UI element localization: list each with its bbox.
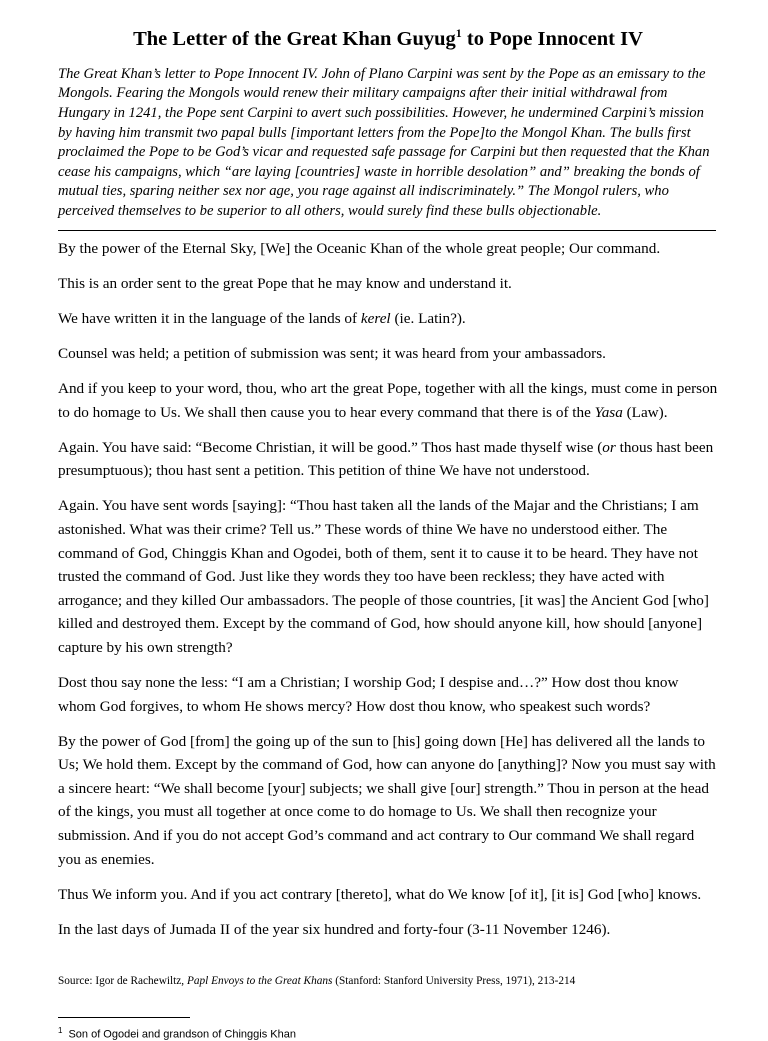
footnote-separator	[58, 1017, 190, 1018]
document-title: The Letter of the Great Khan Guyug$^1$ to Pope Innocent IV	[133, 26, 643, 50]
letter-paragraph: This is an order sent to the great Pope that he may know and understand it.	[58, 274, 512, 292]
letter-paragraph: Dost thou say none the less: “I am a Christian; I worship God; I despise and…?” How dost thou know whom God forgives, to whom He shows mercy? How dost thou know, who speakest such words?	[58, 673, 679, 715]
letter-paragraph: Counsel was held; a petition of submission was sent; it was heard from your ambassadors.	[58, 344, 606, 362]
intro-paragraph: The Great Khan’s letter to Pope Innocent IV. John of Plano Carpini was sent by the Pope as an emissary to the Mongols. Fearing the Mongols would renew their military campaigns after their initial withdrawal from Hungary in 1241, the Pope sent Carpini to avert such possibilities. However, he undermined Carpini’s mission by having him transmit two papal bulls [important letters from the Pope]to the Mongol Khan. The bulls first proclaimed the Pope to be God’s vicar and requested safe passage for Carpini but then requested that the Khan cease his campaigns, which “are laying [countries] waste in horrible desolation” and” breaking the bonds of mutual ties, sparing neither sex nor age, you rage against all indiscriminately.” The Mongol rulers, who perceived themselves to be superior to all others, would surely find these bulls objectionable.	[58, 65, 710, 219]
separator-rule	[58, 230, 716, 231]
letter-paragraph: Thus We inform you. And if you act contrary [thereto], what do We know [of it], [it is] God [who] knows.	[58, 885, 702, 903]
source-citation: Source: Igor de Rachewiltz, Papl Envoys to the Great Khans (Stanford: Stanford University Press, 1971), 213-214	[58, 975, 576, 988]
document-page	[58, 20, 718, 1041]
footnote-ref[interactable]: 1	[455, 26, 462, 40]
letter-paragraph: Again. You have sent words [saying]: “Thou hast taken all the lands of the Majar and the Christians; I am astonished. What was their crime? Tell us.” These words of thine We have no understood either. The command of God, Chinggis Khan and Ogodei, both of them, sent it to cause it to be heard. They have not trusted the command of God. Just like they words they too have been reckless; they have acted with arrogance; and they killed Our ambassadors. The people of those countries, [it was] the Ancient God [who] killed and destroyed them. Except by the command of God, how should anyone kill, how should [anyone] capture by his own strength?	[58, 497, 709, 656]
footnote: $^1$ Son of Ogodei and grandson of Chinggis Khan	[58, 1026, 296, 1041]
letter-paragraph: In the last days of Jumada II of the year six hundred and forty-four (3-11 November 1246).	[58, 920, 611, 938]
letter-paragraph: By the power of God [from] the going up of the sun to [his] going down [He] has delivered all the lands to Us; We hold them. Except by the command of God, how can anyone do [anything]? Now you must say with a sincere heart: “We shall become [your] subjects; we shall give [our] strength.” Thou in person at the head of the kings, you must all together at once come to do homage to Us. We shall then recognize your submission. And if you do not accept God’s command and act contrary to Our command We shall regard you as enemies.	[58, 732, 716, 868]
letter-paragraph: And if you keep to your word, thou, who art the great Pope, together with all the kings, must come in person to do homage to Us. We shall then cause you to hear every command that there is of the Yasa (Law).	[58, 379, 718, 421]
letter-body	[58, 237, 718, 942]
letter-paragraph: We have written it in the language of the lands of kerel (ie. Latin?).	[58, 309, 466, 327]
letter-paragraph: By the power of the Eternal Sky, [We] the Oceanic Khan of the whole great people; Our command.	[58, 239, 661, 257]
letter-paragraph: Again. You have said: “Become Christian, it will be good.” Thos hast made thyself wise (or thous hast been presumptuous); thou hast sent a petition. This petition of thine We have not understood.	[58, 438, 714, 480]
